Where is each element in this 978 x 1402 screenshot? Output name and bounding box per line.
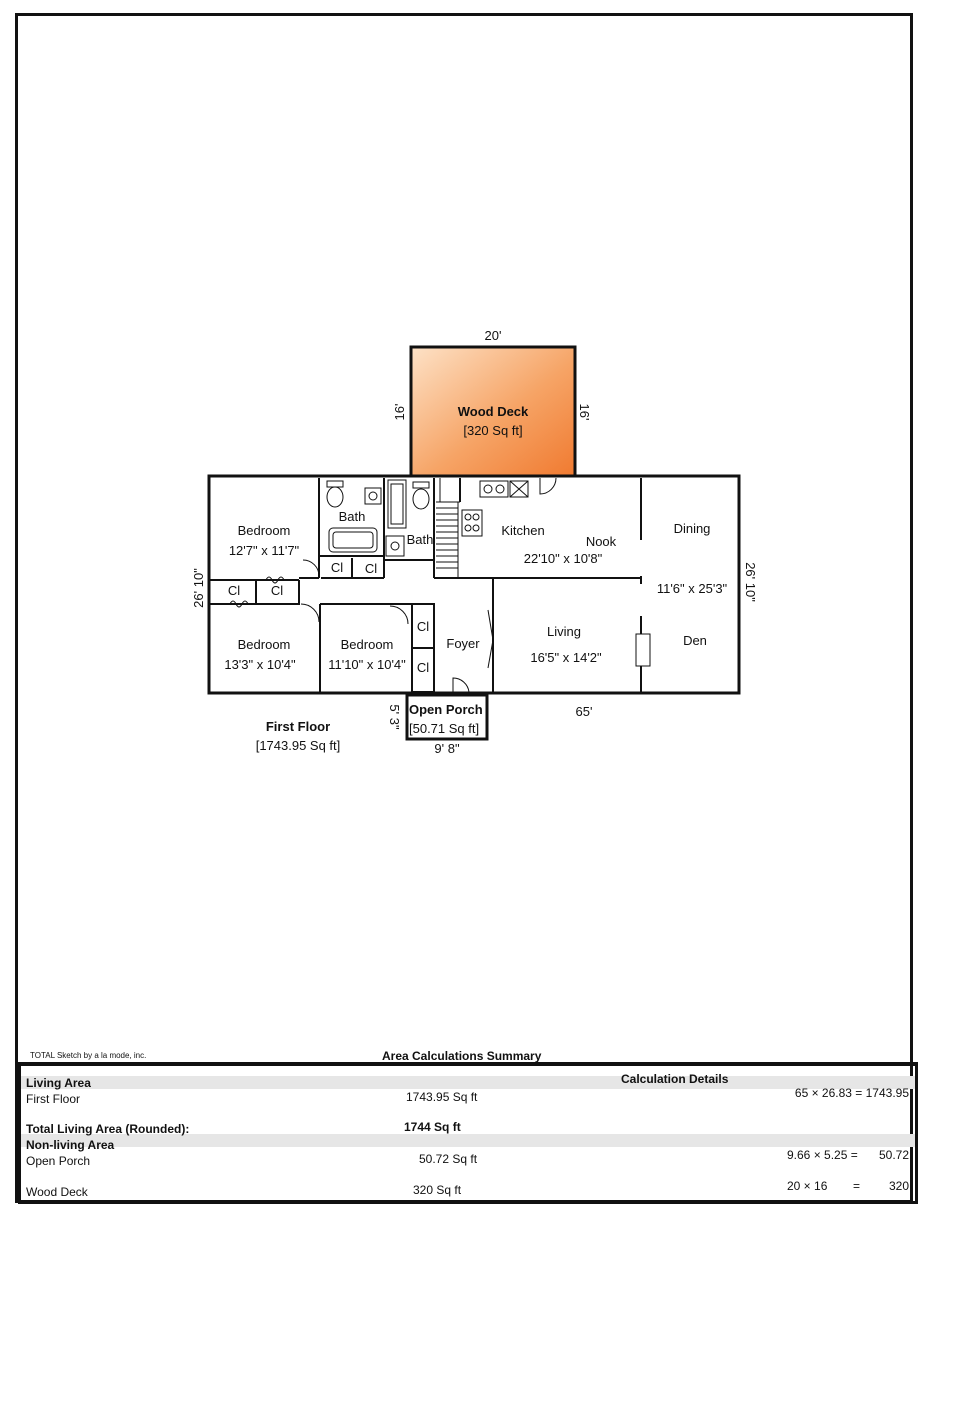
closet-label: Cl [416, 660, 430, 675]
dimension-deck-right: 16' [577, 403, 592, 421]
room-bedroom-s-size: 11'10" x 10'4" [328, 657, 406, 672]
dimension-deck-top: 20' [484, 328, 502, 343]
first-floor-label: First Floor [265, 719, 331, 734]
closet-label: Cl [364, 561, 378, 576]
wood-deck-row-area: 320 Sq ft [413, 1183, 462, 1197]
area-calculations-table [18, 1062, 918, 1204]
open-porch-area-label: [50.71 Sq ft] [409, 721, 480, 736]
room-living-size: 16'5" x 14'2" [530, 650, 602, 665]
open-porch-row-label: Open Porch [26, 1154, 91, 1168]
room-bedroom-sw-size: 13'3" x 10'4" [224, 657, 296, 672]
toilet-icon [327, 487, 343, 507]
open-porch-label: Open Porch [409, 702, 483, 717]
room-dining-size: 11'6" x 25'3" [656, 581, 728, 596]
calculation-details-header: Calculation Details [621, 1072, 729, 1086]
wood-deck-row-result: 320 [888, 1179, 909, 1193]
first-floor-row-area: 1743.95 Sq ft [406, 1090, 478, 1104]
room-bedroom-s: Bedroom [340, 637, 394, 652]
room-bath-2: Bath [406, 532, 434, 547]
toilet-icon [413, 489, 429, 509]
living-area-header: Living Area [26, 1076, 91, 1090]
dimension-house-left: 26' 10" [191, 568, 206, 608]
total-living-area: 1744 Sq ft [404, 1120, 461, 1134]
room-living: Living [547, 624, 581, 639]
closet-label: Cl [270, 583, 284, 598]
wood-deck-row-equals: = [853, 1179, 861, 1193]
total-living-label: Total Living Area (Rounded): [26, 1122, 190, 1136]
dimension-house-bottom: 65' [575, 704, 593, 719]
dimension-house-right: 26' 10" [743, 562, 758, 602]
room-kitchen-size: 22'10" x 10'8" [523, 551, 603, 566]
room-nook: Nook [585, 534, 617, 549]
first-floor-row-label: First Floor [26, 1092, 80, 1106]
dimension-deck-left: 16' [392, 403, 407, 421]
room-kitchen: Kitchen [501, 523, 545, 538]
room-bedroom-nw-size: 12'7" x 11'7" [228, 543, 300, 558]
first-floor-row-calc: 65 × 26.83 = 1743.95 [794, 1086, 909, 1100]
open-porch-row-result: 50.72 [878, 1148, 909, 1162]
wood-deck-label: Wood Deck [457, 404, 529, 419]
room-den: Den [683, 633, 707, 648]
non-living-area-header: Non-living Area [26, 1138, 115, 1152]
living-area-band [21, 1076, 915, 1089]
dimension-porch-side: 5' 3" [387, 704, 402, 730]
software-credit: TOTAL Sketch by a la mode, inc. [30, 1051, 147, 1060]
room-bedroom-nw: Bedroom [237, 523, 291, 538]
stairs [436, 478, 460, 578]
closet-label: Cl [227, 583, 241, 598]
wood-deck-area-label: [320 Sq ft] [463, 423, 523, 438]
open-porch-row-calc: 9.66 × 5.25 = [787, 1148, 858, 1162]
room-foyer: Foyer [446, 636, 480, 651]
room-dining: Dining [673, 521, 711, 536]
room-bedroom-sw: Bedroom [237, 637, 291, 652]
dimension-porch-bottom: 9' 8" [434, 741, 460, 756]
wood-deck-row-calc: 20 × 16 [787, 1179, 828, 1193]
open-porch-row-area: 50.72 Sq ft [419, 1152, 478, 1166]
room-bath-1: Bath [338, 509, 366, 524]
fireplace-icon [636, 634, 650, 666]
closet-label: Cl [416, 619, 430, 634]
first-floor-area-label: [1743.95 Sq ft] [255, 738, 341, 753]
stove-icon [462, 510, 482, 536]
closet-label: Cl [330, 560, 344, 575]
wood-deck-row-label: Wood Deck [26, 1185, 88, 1199]
area-summary-title: Area Calculations Summary [382, 1049, 542, 1063]
